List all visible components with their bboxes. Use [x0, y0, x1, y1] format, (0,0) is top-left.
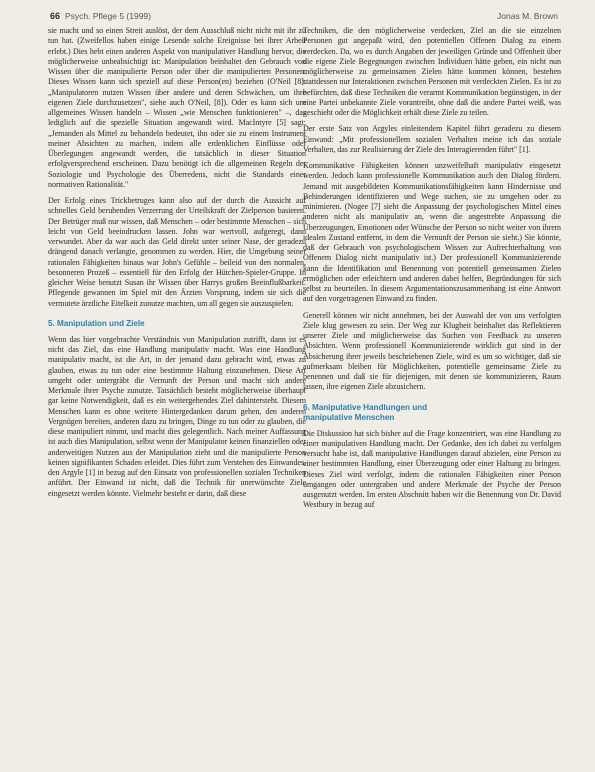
paragraph: Der erste Satz von Argyles einleitendem Kapitel führt geradezu zu diesem Einwand: „Mit professionellem sozialen Verhalten meine ich das soziale Verhalten, das zur Realisierung der Ziele des Interagierenden führt" [1].: [303, 124, 561, 154]
section-heading-5: 5. Manipulation und Ziele: [48, 318, 145, 328]
paragraph: Der Erfolg eines Trickbetruges kann also auf der durch die Aussicht auf schnelles Geld beruhenden Verzerrung der Urteilskraft der Zielperson basieren. Der Betrüger muß nur wissen, daß Menschen – oder bestimmte Menschen – sich leicht von Geld beeindrucken lassen. John war wertvoll, aufgeregt, dann verwundet. Aber da war auch das Geld direkt unter seiner Nase, der geradezu drängend danach verlangte, genommen zu werden. Hier, die Umgebung seiner rationalen Fähigkeiten hinaus war John's Gefühle – beileid von den normalen, besonneren Prozeß – essentiell für den Erfolg der Hütchen-Spieler-Gruppe. In gleicher Weise benutzt Susan ihr Wissen über Harrys großen Beeinflußbarkeit. Pflegende gewannen im Spiel mit den Ärzten Vorsprung, indem sie sich die vermutete ärztliche Eitelkeit zunutze machten, um all gegen sie auszuspielen.: [48, 196, 306, 308]
paragraph: Techniken, die den möglicherweise verdecken, Ziel an die sie einzelnen Personen gut angepaßt wird, den potentiellen Offenen Dialog zu einem verdecken. Da, wo es durch Angaben der jeweiligen Gründe und Offenheit über die eigene Ziele Begegnungen zwischen Individuen hätte geben, ein nicht nun möglicherweise zu gemeinsamen Zielen hätte kommen können, bestehen stattdessen nur Interaktionen zwischen Personen mit verdeckten Zielen. Es ist zu befürchten, daß diese Techniken die verarmt Kommunikation begünstigen, in der eine Partei unbekannte Ziele vorantreibt, ohne daß die andere Partei weiß, was geschieht oder die Möglichkeit erhält diese Ziele zu teilen.: [303, 26, 561, 117]
section-heading-6-line1: 6. Manipulative Handlungen und: [303, 402, 428, 412]
running-author: Jonas M. Brown: [497, 11, 558, 21]
journal-title: Psych. Pflege 5 (1999): [65, 11, 151, 21]
section-heading-6-line2: manipulative Menschen: [303, 412, 395, 422]
paragraph: sie macht und so einen Streit auslöst, der dem Ausschluß nicht nicht mit ihr zu tun hat. (Zweifellos haben einige Lesende solche Ereignisse bei ihrer Arbeit erlebt.) Dies hebt einen anderen Aspekt von manipulativer Handlung hervor, die möglicherweise unbeabsichtigt ist: Manipulation beinhaltet den Gebrauch von Wissen über die manipulierte Person oder über die manipulierten Personen. Dieses Wissen kann sich speziell auf diese Person(en) beziehen (O'Neil [8]: „Manipulatoren nutzen Wissen über andere und deren Schwächen, um ihre eigenen Ziele durchzusetzen", siehe auch O'Neil, [8]). Oder es kann sich um allgemeines Wissen handeln – Wissen „wie Menschen funktionieren" –, das lediglich auf die spezielle Situation angewandt wird. MacIntyre [5] sagt: „Jemanden als Mittel zu behandeln bedeutet, ihn oder sie zu einem Instrument meiner Absichten zu machen, indem alle erdenklichen Einflüsse oder Überlegungen angewandt werden, die tatsächlich in dieser Situation erfolgversprechend erscheinen. Dazu benötigt ich die allgemeinen Regeln der Soziologie und Psychologie des Überredens, nicht die Standards einer normativen Rationalität.": [48, 26, 306, 189]
page-number: 66: [50, 11, 61, 21]
paragraph: Die Diskussion hat sich bisher auf die Frage konzentriert, was eine Handlung zu einer manipulativen Handlung macht. Der Gedanke, den ich dabei zu verfolgen versucht habe ist, daß manipulative Handlungen darauf abzielen, eine Person zu einer bestimmten Handlung, einer Überzeugung oder einer Haltung zu bringen. Dieses Ziel wird verfolgt, indem die rationalen Fähigkeiten einer Person umgangen oder untergraben und andere Merkmale der Psyche der Person ausgenutzt werden. Im ersten Abschnitt haben wir die Benennung von Dr. David Westbury in bezug auf: [303, 428, 561, 510]
paragraph: Kommunikative Fähigkeiten können unzweifelhaft manipulativ eingesetzt werden. Jedoch kann professionelle Kommunikation auch den Dialog fördern. Jemand mit ausgebildeten Kommunikationsfähigkeiten kann Hindernisse und Behinderungen identifizieren und Wege suchen, sie zu umgehen oder zu minimieren. (Nogee [7] sieht die Anpassung der psychologischen Mittel eines anderen nicht als manipulativ an, wenn die angestrebte Anpassung die Überzeugungen, Emotionen oder Wünsche der Person so nicht weiter von ihrem idealen Zustand entfernt, in dem die Vernunft der Person sie sieht.) Sie könnte, daß der Gebrauch von psychologischem Wissen zur Aufrechterhaltung von Offenem Dialog nicht manipulativ ist.) Der professionell Kommunizierende kann die Identifikation und Benennung von potentiell gemeinsamen Zielen ermöglichen oder erleichtern und anderen dabei helfen, Begründungen für sich selbst zu beurteilen. In diesem Argumentationszusammenhang ist eine Antwort auf den vorgetragenen Einwand zu finden.: [303, 161, 561, 304]
right-column: [303, 26, 561, 517]
section-heading-6: [303, 403, 561, 423]
paragraph: Generell können wir nicht annehmen, bei der Auswahl der von uns verfolgten Ziele klug gewesen zu sein. Der Weg zur Klugheit beinhaltet das Reflektieren unserer Ziele und möglicherweise das Suchen von Feedback zu unseren Absichten. Wenn professionell Kommunizierende wirklich gut sind in der Absicherung ihrer jeweils beschriebenen Ziele, wird es um so wichtiger, daß sie aufmerksam bleiben für Möglichkeiten, potentielle gemeinsame Ziele zu benennen und daß sie für diejenigen, mit denen sie kommunizieren, Raum lassen, ihre eigenen Ziele abzusichern.: [303, 310, 561, 392]
left-column: [48, 26, 306, 505]
paragraph: Wenn das hier vorgebrachte Verständnis von Manipulation zutrifft, dann ist es nicht das Ziel, das eine Handlung manipulativ macht. Was eine Handlung manipulativ macht, ist die Art, in der jemand dazu gebracht wird, etwas zu glauben, etwas zu tun oder eine bestimmte Haltung einzunehmen. Diese Art umgeht oder untergräbt die Vernunft der Person und macht sich andere Merkmale ihrer Psyche zunutze. Tatsächlich besteht möglicherweise überhaupt gar keine Notwendigkeit, daß es ein weitergehendes Ziel dahintersteht. Diesem Menschen kann es ohne weitere Hintergedanken darum gehen, den anderen Vergnügen bereiten, anderen dazu zu bringen, Dinge zu tun oder zu glauben, die diese manipuliert nimmt, und macht dies gelegentlich. Nach meiner Auffassung ist auch dies Manipulation, selbst wenn der Manipulator keinen finanziellen oder anderweitigen Nutzen aus der Manipulation zieht und die manipulierte Person keinen signifikanten Schaden erleidet. Dies führt zum Verstehen des Einwandes, den Argyle [1] in bezug auf den Einsatz von professionellen sozialen Techniken anführt. Der Einwand ist nicht, daß die Technik für unerwünschte Ziele eingesetzt werden könnte. Vielmehr besteht er darin, daß diese: [48, 334, 306, 498]
